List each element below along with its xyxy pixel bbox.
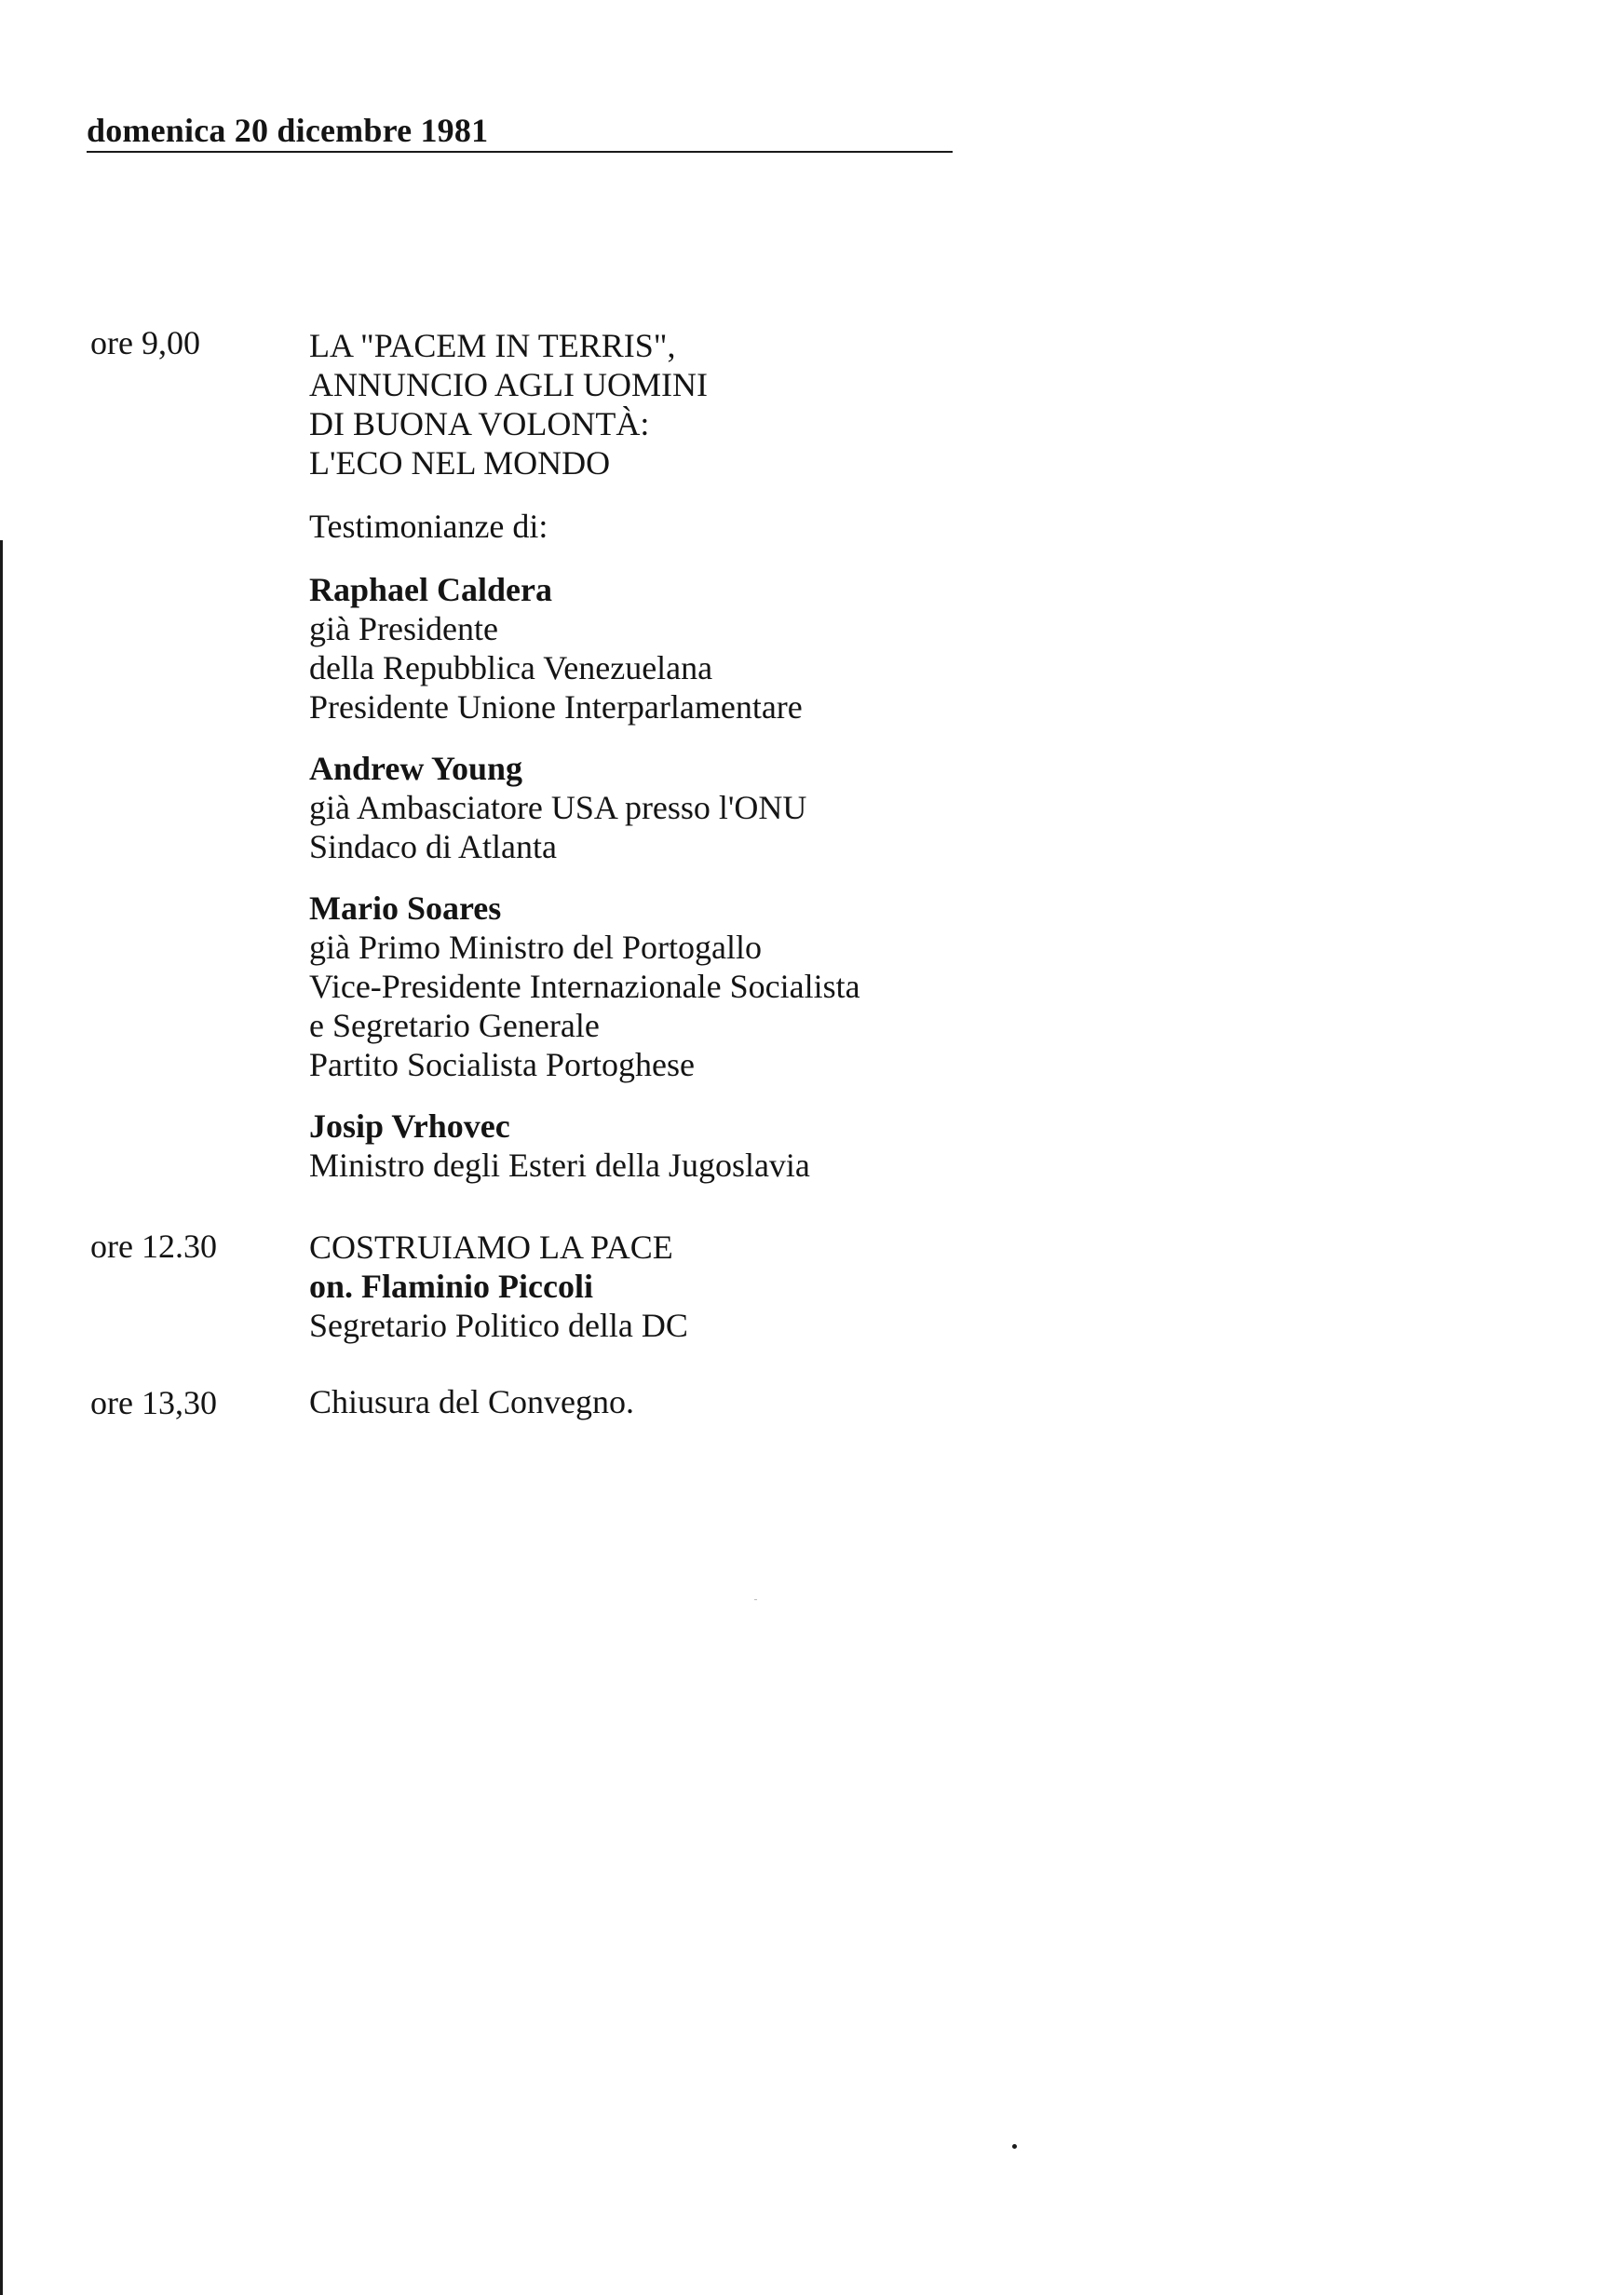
- speaker-name: Andrew Young: [309, 750, 523, 787]
- speaker-role: già Ambasciatore USA presso l'ONU: [309, 789, 807, 826]
- session-2-title: COSTRUIAMO LA PACE: [309, 1229, 673, 1266]
- speaker-role: e Segretario Generale: [309, 1007, 600, 1044]
- speaker-vrhovec: [309, 1107, 1147, 1185]
- speaker-role: Presidente Unione Interparlamentare: [309, 688, 803, 726]
- speaker-role: Vice-Presidente Internazionale Socialista: [309, 968, 860, 1005]
- session-1-title-line: L'ECO NEL MONDO: [309, 444, 611, 482]
- session-1-time: ore 9,00: [90, 324, 200, 361]
- speaker-soares: [309, 889, 1147, 1084]
- speaker-role: già Presidente: [309, 610, 498, 647]
- speaker-name: Mario Soares: [309, 889, 502, 927]
- page-header: [87, 108, 953, 153]
- session-2-speaker-role: Segretario Politico della DC: [309, 1307, 688, 1344]
- session-1: [309, 326, 1147, 1185]
- speaker-name: Josip Vrhovec: [309, 1107, 510, 1145]
- session-1-title-line: ANNUNCIO AGLI UOMINI: [309, 366, 708, 403]
- session-1-title: [309, 326, 1147, 482]
- speaker-role: Sindaco di Atlanta: [309, 828, 557, 865]
- session-3-text: Chiusura del Convegno.: [309, 1383, 634, 1420]
- session-3-time: ore 13,30: [90, 1384, 217, 1421]
- session-2: [309, 1228, 1147, 1345]
- session-2-time: ore 12.30: [90, 1228, 217, 1265]
- header-date: domenica 20 dicembre 1981: [87, 112, 489, 149]
- speaker-role: Ministro degli Esteri della Jugoslavia: [309, 1147, 810, 1184]
- session-1-title-line: DI BUONA VOLONTÀ:: [309, 405, 650, 442]
- speaker-young: [309, 749, 1147, 866]
- speaker-caldera: [309, 570, 1147, 727]
- session-3: [309, 1382, 1147, 1421]
- scan-dot: [1012, 2144, 1017, 2149]
- speaker-name: Raphael Caldera: [309, 571, 552, 608]
- session-1-intro: Testimonianze di:: [309, 508, 548, 545]
- session-1-title-line: LA "PACEM IN TERRIS",: [309, 327, 676, 364]
- session-2-speaker-name: on. Flaminio Piccoli: [309, 1268, 593, 1305]
- speaker-role: Partito Socialista Portoghese: [309, 1046, 695, 1083]
- speaker-role: già Primo Ministro del Portogallo: [309, 929, 762, 966]
- speaker-role: della Repubblica Venezuelana: [309, 649, 713, 686]
- scan-speck: [754, 1599, 757, 1600]
- page-left-edge: [0, 540, 3, 2295]
